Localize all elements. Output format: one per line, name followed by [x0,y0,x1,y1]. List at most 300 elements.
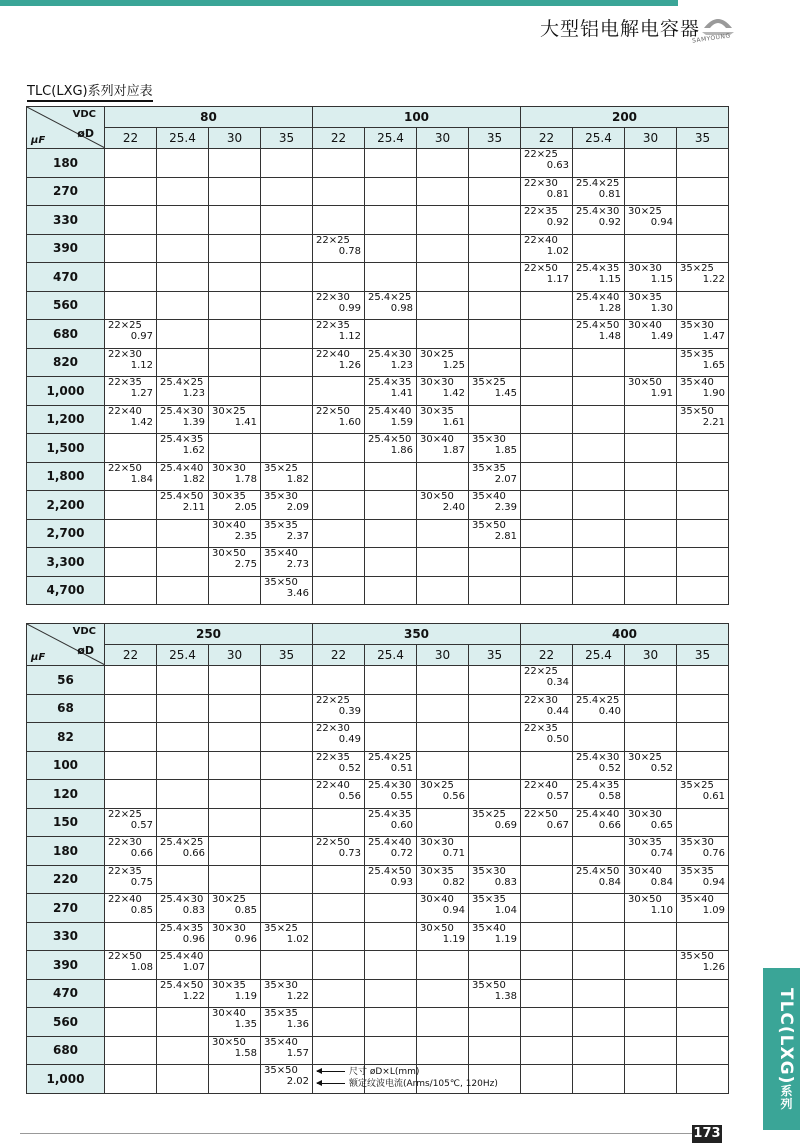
case-size: 35×25 [264,462,298,474]
case-size: 25.4×35 [368,377,412,388]
spec-cell [469,434,521,463]
spec-cell [157,234,209,263]
case-size: 22×25 [108,320,142,331]
spec-cell [677,263,729,292]
case-size: 22×30 [524,694,558,706]
ripple-current: 0.96 [182,933,205,945]
case-size: 30×30 [420,837,454,848]
capacitance-cell: 180 [27,149,105,178]
spec-cell [625,548,677,577]
spec-cell [365,291,417,320]
spec-cell [573,1065,625,1094]
spec-cell [105,951,157,980]
ripple-current: 0.44 [546,705,569,717]
capacitance-cell: 330 [27,922,105,951]
spec-cell [209,348,261,377]
spec-cell [105,348,157,377]
capacitance-cell: 120 [27,780,105,809]
ripple-current: 1.10 [650,905,673,916]
diameter-header: 30 [625,645,677,666]
spec-cell [365,1008,417,1037]
spec-cell [417,1008,469,1037]
ripple-current: 0.34 [546,677,569,688]
spec-cell [573,780,625,809]
spec-cell [157,1008,209,1037]
spec-cell [521,206,573,235]
table-row [27,694,729,723]
ripple-current: 1.02 [286,933,309,945]
case-size: 25.4×50 [368,434,412,445]
ripple-current: 0.56 [338,791,361,802]
case-size: 22×30 [316,291,350,303]
spec-cell [209,894,261,923]
case-size: 30×30 [628,808,662,820]
spec-cell [469,979,521,1008]
ripple-current: 0.76 [702,848,725,859]
spec-cell [469,576,521,605]
spec-cell [313,548,365,577]
spec-cell [313,865,365,894]
case-size: 30×35 [212,491,246,502]
spec-cell [157,723,209,752]
series-name: TLC(LXG) [776,988,796,1085]
ripple-current: 0.52 [650,762,673,774]
spec-cell [157,519,209,548]
spec-cell [365,894,417,923]
case-size: 30×25 [628,206,662,217]
spec-cell [521,1065,573,1094]
arrow-left-icon [317,1083,345,1084]
spec-cell [313,751,365,780]
diameter-header: 35 [677,645,729,666]
diameter-header: 30 [209,645,261,666]
spec-cell [261,462,313,491]
ripple-current: 0.66 [130,848,153,859]
case-size: 22×40 [524,780,558,791]
spec-cell [209,320,261,349]
case-size: 30×30 [212,922,246,934]
spec-cell [209,491,261,520]
case-size: 35×35 [680,348,714,360]
table-row [27,548,729,577]
case-size: 35×35 [264,519,298,531]
ripple-current: 2.21 [702,416,726,428]
spec-cell [313,377,365,406]
spec-cell [157,177,209,206]
legend-ripple-row [317,1078,498,1090]
ripple-current: 0.66 [182,848,205,859]
ripple-current: 1.61 [442,416,466,428]
capacitance-cell: 680 [27,320,105,349]
spec-cell [469,666,521,695]
spec-cell [521,462,573,491]
spec-cell [157,666,209,695]
spec-cell [417,234,469,263]
ripple-current: 1.09 [702,905,725,916]
spec-cell [365,263,417,292]
ripple-current: 0.67 [546,819,569,831]
spec-cell [157,1065,209,1094]
spec-cell [365,780,417,809]
spec-cell [521,780,573,809]
capacitance-label: µF [31,135,46,146]
spec-cell [365,979,417,1008]
spec-cell [157,348,209,377]
case-size: 22×25 [316,694,350,706]
ripple-current: 2.35 [234,530,257,542]
ripple-current: 1.86 [390,445,414,456]
case-size: 30×35 [628,291,662,303]
spec-cell [365,462,417,491]
diameter-header: 22 [313,128,365,149]
ripple-current: 0.78 [338,245,362,257]
case-size: 30×35 [212,979,246,991]
case-size: 35×50 [680,951,714,962]
table-row [27,576,729,605]
capacitance-cell: 390 [27,234,105,263]
spec-cell [625,177,677,206]
spec-cell [469,865,521,894]
case-size: 25.4×40 [368,405,412,417]
spec-cell [417,808,469,837]
spec-cell [105,149,157,178]
spec-cell [625,1036,677,1065]
case-size: 35×30 [680,320,714,331]
spec-cell [261,377,313,406]
arrow-left-icon [317,1071,345,1072]
spec-cell [261,723,313,752]
table-row [27,177,729,206]
spec-cell [573,576,625,605]
spec-cell [625,1065,677,1094]
spec-cell [677,377,729,406]
spec-cell [573,865,625,894]
spec-cell [157,751,209,780]
spec-cell [521,837,573,866]
case-size: 22×30 [108,837,142,848]
spec-cell [313,263,365,292]
spec-cell [521,1036,573,1065]
ripple-current: 1.15 [650,274,674,285]
spec-cell [261,234,313,263]
ripple-current: 0.93 [390,876,413,888]
spec-cell [677,723,729,752]
ripple-current: 2.11 [182,502,205,513]
case-size: 35×25 [680,780,714,791]
spec-cell [313,149,365,178]
spec-cell [313,462,365,491]
spec-cell [209,808,261,837]
capacitance-cell: 68 [27,694,105,723]
spec-cell [261,837,313,866]
spec-cell [677,149,729,178]
spec-cell [573,462,625,491]
case-size: 35×40 [472,922,506,934]
case-size: 35×30 [680,837,714,848]
spec-cell [313,491,365,520]
spec-cell [573,405,625,434]
ripple-current: 0.57 [130,819,153,831]
spec-cell [573,751,625,780]
spec-cell [677,491,729,520]
spec-cell [573,723,625,752]
spec-cell [365,666,417,695]
case-size: 35×35 [472,462,506,474]
spec-cell [209,519,261,548]
spec-cell [105,666,157,695]
spec-cell [261,519,313,548]
ripple-current: 2.05 [234,502,257,513]
spec-cell [209,1065,261,1094]
spec-cell [573,694,625,723]
spec-cell [677,206,729,235]
ripple-current: 0.94 [702,876,725,888]
table-row [27,149,729,178]
legend-size-label: 尺寸 øD×L(mm) [349,1067,420,1077]
spec-cell [157,405,209,434]
spec-cell [365,922,417,951]
case-size: 22×25 [108,808,142,820]
spec-cell [625,348,677,377]
spec-table-250-400v [26,623,729,1094]
spec-cell [677,548,729,577]
spec-cell [417,751,469,780]
spec-cell [157,894,209,923]
spec-cell [469,922,521,951]
case-size: 22×50 [108,462,142,474]
spec-cell [469,263,521,292]
spec-cell [573,149,625,178]
spec-cell [469,837,521,866]
diameter-header: 25.4 [365,128,417,149]
spec-cell [573,979,625,1008]
logo-text: SAMYOUNG [691,32,732,45]
spec-cell [157,780,209,809]
spec-cell [365,723,417,752]
ripple-current: 1.17 [546,274,570,285]
spec-cell [521,576,573,605]
spec-cell [157,865,209,894]
case-size: 35×30 [264,491,298,502]
table-row [27,751,729,780]
spec-cell [677,434,729,463]
voltage-header: 350 [313,624,521,645]
ripple-current: 0.52 [598,762,621,774]
spec-cell [209,234,261,263]
ripple-current: 2.75 [234,559,257,570]
ripple-current: 2.37 [286,530,310,542]
spec-cell [105,837,157,866]
spec-cell [469,234,521,263]
diameter-label: øD [77,127,94,140]
case-size: 22×40 [316,348,350,360]
spec-cell [677,780,729,809]
table-row [27,1036,729,1065]
spec-cell [209,951,261,980]
spec-cell [365,491,417,520]
spec-cell [209,922,261,951]
spec-cell [365,751,417,780]
spec-cell [313,694,365,723]
ripple-current: 0.84 [650,876,673,888]
spec-cell [261,751,313,780]
case-size: 25.4×30 [160,894,204,905]
diameter-header: 25.4 [573,645,625,666]
ripple-current: 1.41 [390,388,414,399]
spec-cell [105,206,157,235]
spec-cell [261,865,313,894]
spec-cell [677,519,729,548]
spec-cell [677,951,729,980]
case-size: 22×25 [316,234,350,246]
table-row [27,666,729,695]
capacitance-cell: 82 [27,723,105,752]
spec-cell [261,1036,313,1065]
ripple-current: 1.04 [494,905,517,916]
ripple-current: 1.02 [546,245,570,257]
spec-cell [625,808,677,837]
case-size: 22×35 [524,723,558,734]
spec-cell [625,780,677,809]
spec-cell [313,837,365,866]
case-size: 35×40 [680,377,714,388]
ripple-current: 1.19 [494,933,517,945]
ripple-current: 0.92 [546,217,570,228]
spec-cell [105,1008,157,1037]
spec-cell [261,548,313,577]
capacitance-cell: 1,800 [27,462,105,491]
case-size: 35×35 [472,894,506,905]
ripple-current: 1.82 [182,473,205,485]
case-size: 22×35 [108,377,142,388]
case-size: 22×50 [524,808,558,820]
spec-cell [625,865,677,894]
spec-cell [469,723,521,752]
spec-cell [625,694,677,723]
spec-cell [677,837,729,866]
spec-cell [521,666,573,695]
case-size: 25.4×50 [160,979,204,991]
spec-cell [417,694,469,723]
legend [317,1066,498,1090]
spec-cell [521,149,573,178]
spec-cell [625,149,677,178]
case-size: 25.4×35 [160,434,204,445]
spec-cell [417,894,469,923]
ripple-current: 0.97 [130,331,153,342]
capacitance-cell: 270 [27,177,105,206]
spec-cell [521,808,573,837]
ripple-current: 1.23 [182,388,205,399]
table-row [27,320,729,349]
ripple-current: 0.83 [494,876,517,888]
table-row [27,291,729,320]
spec-cell [625,291,677,320]
spec-cell [573,519,625,548]
case-size: 22×30 [316,723,350,734]
spec-cell [625,462,677,491]
case-size: 25.4×40 [576,808,620,820]
spec-cell [157,149,209,178]
spec-cell [573,922,625,951]
case-size: 25.4×30 [160,405,204,417]
spec-cell [677,894,729,923]
spec-cell [677,808,729,837]
case-size: 22×25 [524,149,558,160]
spec-cell [521,434,573,463]
spec-cell [677,1065,729,1094]
spec-cell [521,894,573,923]
spec-cell [573,951,625,980]
spec-cell [573,206,625,235]
case-size: 25.4×25 [576,694,620,706]
spec-cell [417,922,469,951]
spec-cell [469,694,521,723]
spec-cell [157,951,209,980]
spec-cell [157,320,209,349]
case-size: 22×35 [524,206,558,217]
spec-cell [417,462,469,491]
ripple-current: 1.62 [182,445,205,456]
spec-cell [313,177,365,206]
ripple-current: 1.47 [702,331,726,342]
case-size: 30×25 [420,348,454,360]
spec-cell [625,519,677,548]
ripple-current: 0.58 [598,791,621,802]
ripple-current: 2.07 [494,473,518,485]
ripple-current: 1.91 [650,388,674,399]
spec-cell [365,576,417,605]
spec-cell [469,177,521,206]
case-size: 30×40 [212,519,246,531]
spec-cell [573,291,625,320]
diameter-header: 30 [209,128,261,149]
spec-cell [677,1008,729,1037]
spec-cell [209,576,261,605]
spec-cell [625,206,677,235]
spec-cell [521,951,573,980]
section-title: TLC(LXG)系列对应表 [27,80,153,102]
diameter-header: 25.4 [157,128,209,149]
ripple-current: 1.15 [598,274,622,285]
spec-cell [521,377,573,406]
case-size: 35×25 [472,377,506,388]
spec-cell [573,666,625,695]
ripple-current: 1.58 [234,1047,257,1059]
spec-cell [469,149,521,178]
case-size: 25.4×40 [160,462,204,474]
ripple-current: 3.46 [286,587,310,599]
case-size: 25.4×40 [576,291,620,303]
case-size: 25.4×30 [576,206,620,217]
case-size: 30×25 [212,405,246,417]
spec-cell [469,519,521,548]
spec-cell [157,694,209,723]
ripple-current: 0.56 [442,791,465,802]
spec-cell [677,177,729,206]
diameter-header: 35 [469,128,521,149]
ripple-current: 1.48 [598,331,622,342]
case-size: 30×50 [420,491,454,502]
spec-cell [469,405,521,434]
spec-cell [625,1008,677,1037]
table-row [27,894,729,923]
spec-cell [417,576,469,605]
case-size: 30×30 [212,462,246,474]
voltage-header: 250 [105,624,313,645]
footer-rule [20,1133,692,1134]
case-size: 22×50 [524,263,558,274]
